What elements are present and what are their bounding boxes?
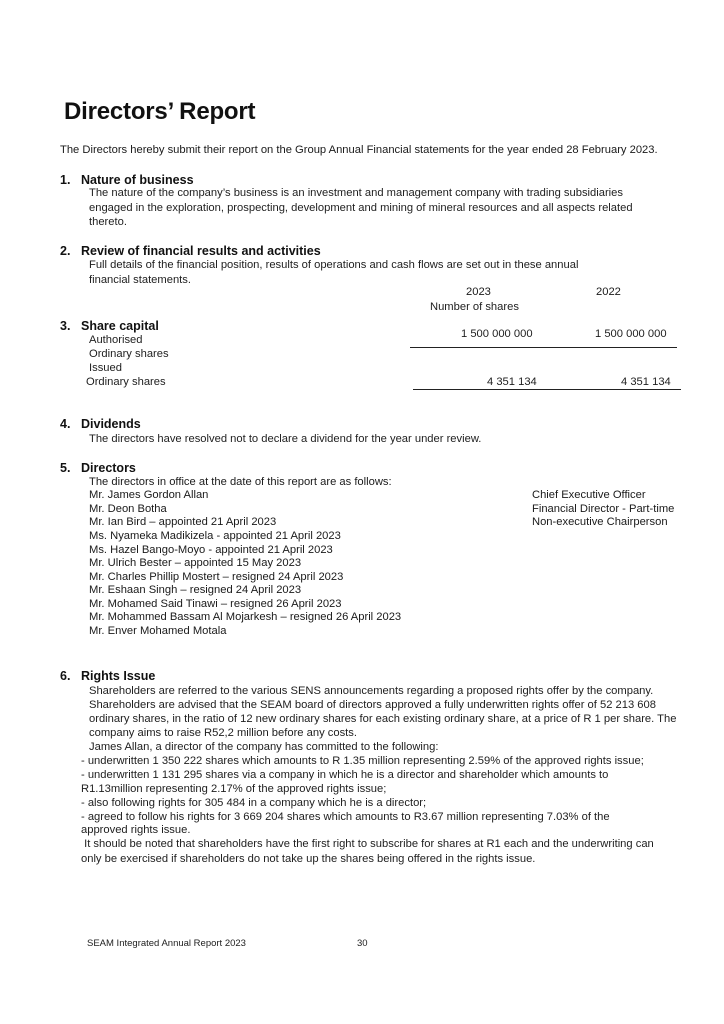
page-title: Directors’ Report (64, 98, 256, 125)
column-header-2023: 2023 (466, 286, 491, 298)
footer-page-number: 30 (357, 938, 368, 949)
section-heading: Nature of business (81, 173, 194, 187)
authorised-value-2022: 1 500 000 000 (595, 328, 667, 340)
footer-publication: SEAM Integrated Annual Report 2023 (87, 938, 246, 949)
closing-line: only be exercised if shareholders do not take up the shares being offered in the rights issue. (81, 853, 536, 865)
section-number: 4. (60, 417, 71, 431)
section-body-line: engaged in the exploration, prospecting, development and mining of mineral resources and all aspects related (89, 202, 633, 214)
commitment-line: - underwritten 1 131 295 shares via a company in which he is a director and shareholder which amounts to (81, 769, 609, 781)
commitment-line: approved rights issue. (81, 824, 191, 836)
section-heading: Review of financial results and activities (81, 244, 321, 258)
closing-line: It should be noted that shareholders have the first right to subscribe for shares at R1 each and the underwriting can (81, 838, 654, 850)
authorised-underline (410, 347, 677, 348)
section-body-line: Full details of the financial position, results of operations and cash flows are set out in these annual (89, 259, 579, 271)
commitment-line: - agreed to follow his rights for 3 669 204 shares which amounts to R3.67 million representing 7.03% of the (81, 811, 610, 823)
section-heading: Dividends (81, 417, 141, 431)
section-body-line: The nature of the company’s business is an investment and management company with trading subsidiaries (89, 187, 623, 199)
director-name: Mr. James Gordon Allan (89, 489, 209, 501)
director-name: Mr. Eshaan Singh – resigned 24 April 2023 (89, 584, 302, 596)
section-body-line: financial statements. (89, 274, 191, 286)
director-name: Mr. Enver Mohamed Motala (89, 625, 227, 637)
section-number: 6. (60, 669, 71, 683)
column-header-2022: 2022 (596, 286, 621, 298)
director-name: Mr. Mohammed Bassam Al Mojarkesh – resigned 26 April 2023 (89, 611, 402, 623)
director-name: Ms. Hazel Bango-Moyo - appointed 21 April 2023 (89, 544, 333, 556)
unit-label: Number of shares (430, 301, 519, 313)
director-role: Financial Director - Part-time (532, 503, 675, 515)
director-role: Non-executive Chairperson (532, 516, 668, 528)
section-number: 1. (60, 173, 71, 187)
director-name: Ms. Nyameka Madikizela - appointed 21 April 2023 (89, 530, 341, 542)
section-heading: Directors (81, 461, 136, 475)
row-label-authorised: Authorised (89, 334, 143, 346)
section-body-line: thereto. (89, 216, 127, 228)
issued-value-2022: 4 351 134 (621, 376, 671, 388)
commitment-line: - underwritten 1 350 222 shares which amounts to R 1.35 million representing 2.59% of the approved rights issue; (81, 755, 644, 767)
section-heading: Rights Issue (81, 669, 156, 683)
row-label-authorised-ordinary: Ordinary shares (89, 348, 169, 360)
authorised-value-2023: 1 500 000 000 (461, 328, 533, 340)
director-role: Chief Executive Officer (532, 489, 646, 501)
section-number: 5. (60, 461, 71, 475)
commitment-line: R1.13million representing 2.17% of the approved rights issue; (81, 783, 387, 795)
rights-paragraph-line: James Allan, a director of the company has committed to the following: (89, 741, 439, 753)
commitment-line: - also following rights for 305 484 in a company which he is a director; (81, 797, 427, 809)
director-name: Mr. Deon Botha (89, 503, 167, 515)
director-name: Mr. Ulrich Bester – appointed 15 May 2023 (89, 557, 302, 569)
section-number: 2. (60, 244, 71, 258)
rights-paragraph-line: ordinary shares, in the ratio of 12 new ordinary shares for each existing ordinary share, at a price of R 1 per share. The (89, 713, 677, 725)
section-number: 3. (60, 319, 71, 333)
director-name: Mr. Charles Phillip Mostert – resigned 24 April 2023 (89, 571, 344, 583)
intro-text: The Directors hereby submit their report on the Group Annual Financial statements for the year ended 28 February 2023. (60, 144, 658, 156)
rights-paragraph-line: company aims to raise R52,2 million before any costs. (89, 727, 357, 739)
row-label-issued: Issued (89, 362, 122, 374)
directors-intro: The directors in office at the date of this report are as follows: (89, 476, 392, 488)
row-label-issued-ordinary: Ordinary shares (86, 376, 166, 388)
director-name: Mr. Mohamed Said Tinawi – resigned 26 April 2023 (89, 598, 342, 610)
rights-paragraph-line: Shareholders are advised that the SEAM board of directors approved a fully underwritten rights offer of 52 213 608 (89, 699, 656, 711)
rights-paragraph-line: Shareholders are referred to the various SENS announcements regarding a proposed rights offer by the company. (89, 685, 654, 697)
section-heading: Share capital (81, 319, 159, 333)
issued-value-2023: 4 351 134 (487, 376, 537, 388)
issued-underline (413, 389, 681, 390)
director-name: Mr. Ian Bird – appointed 21 April 2023 (89, 516, 277, 528)
section-body-line: The directors have resolved not to declare a dividend for the year under review. (89, 433, 482, 445)
